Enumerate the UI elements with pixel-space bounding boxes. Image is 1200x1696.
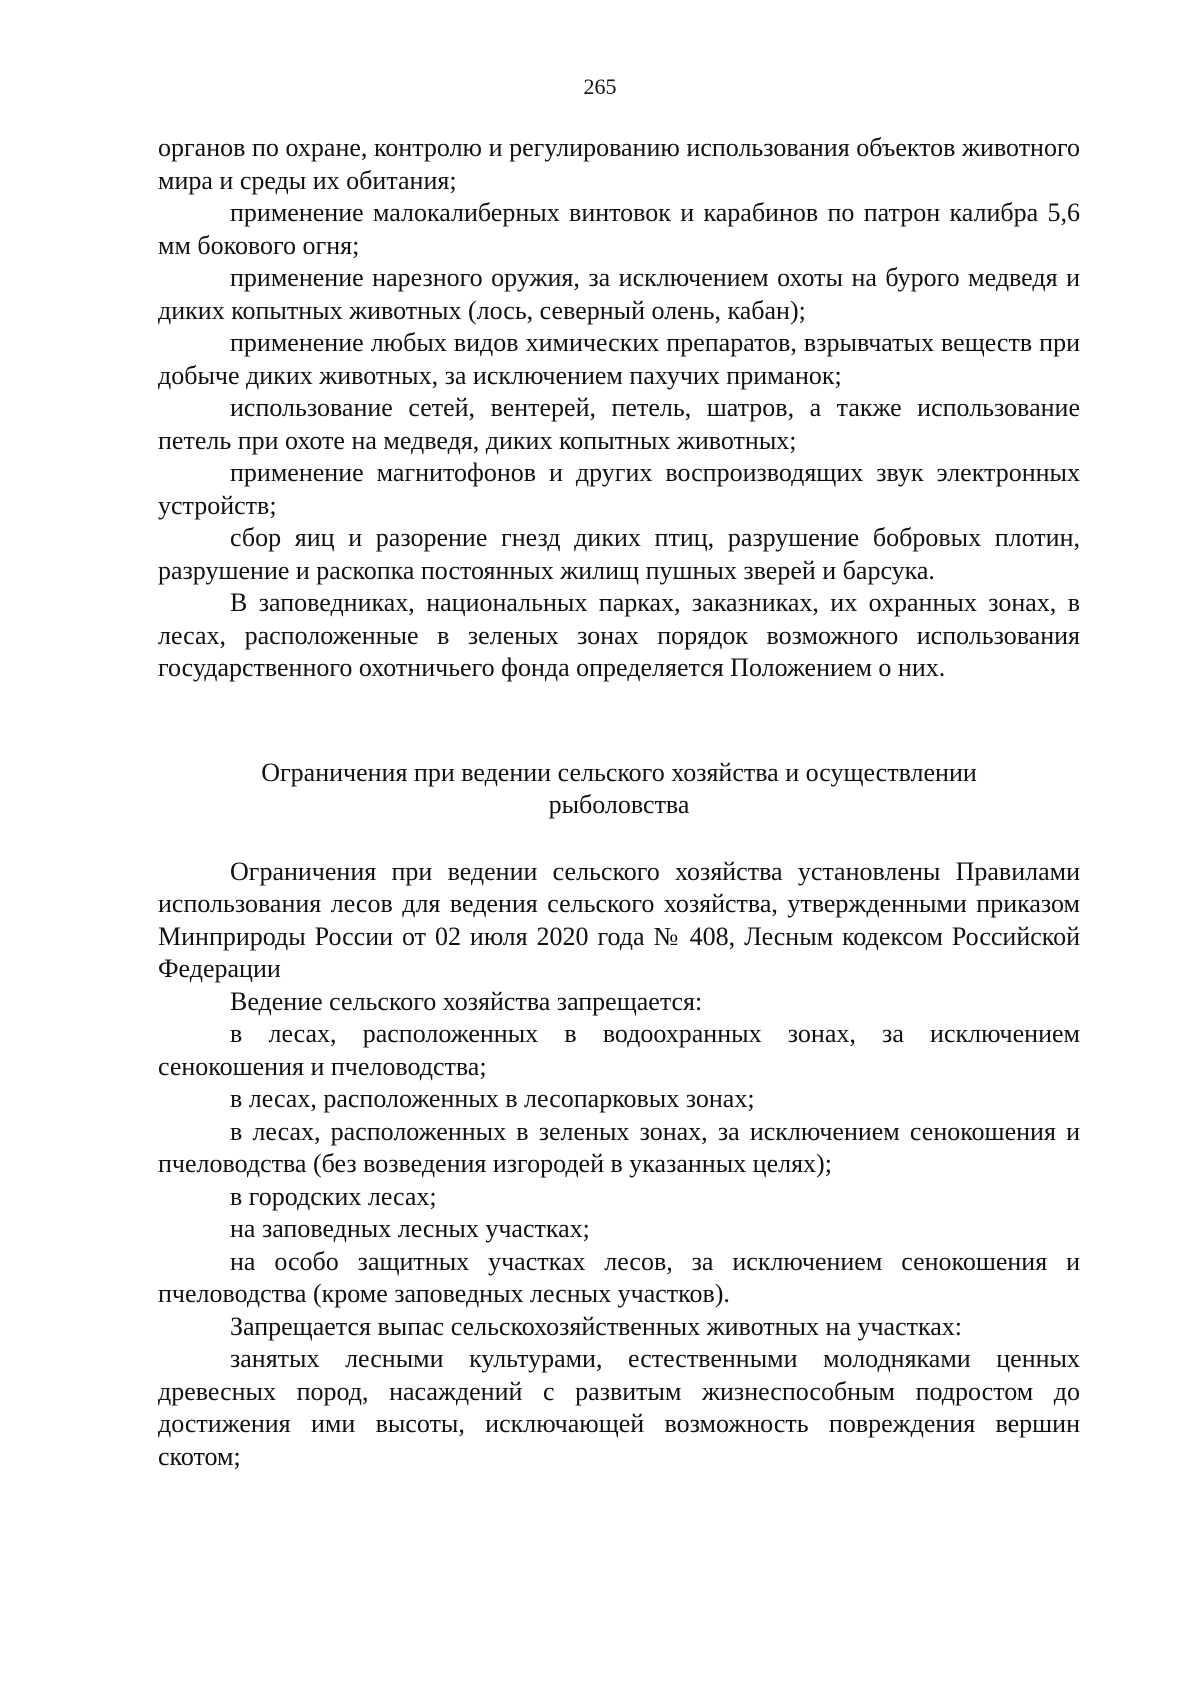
paragraph: органов по охране, контролю и регулированию использования объектов животного мира и среды их обитания;: [158, 133, 1080, 195]
section-heading-line: Ограничения при ведении сельского хозяйства и осуществлении: [261, 757, 977, 787]
paragraph: Запрещается выпас сельскохозяйственных животных на участках:: [230, 1311, 962, 1341]
paragraph: на особо защитных участках лесов, за исключением сенокошения и пчеловодства (кроме заповедных лесных участков).: [158, 1246, 1080, 1308]
paragraph: Ограничения при ведении сельского хозяйства установлены Правилами использования лесов для ведения сельского хозяйства, утвержденными приказом Минприроды России от 02 июля 2020 года № 408, Лесным кодексом Российской Федерации: [158, 856, 1080, 983]
paragraph: занятых лесными культурами, естественными молодняками ценных древесных пород, насаждений с развитым жизнеспособным подростом до достижения ими высоты, исключающей возможность повреждения вершин скотом;: [158, 1344, 1080, 1471]
paragraph: использование сетей, вентерей, петель, шатров, а также использование петель при охоте на медведя, диких копытных животных;: [158, 393, 1080, 455]
paragraph: применение нарезного оружия, за исключением охоты на бурого медведя и диких копытных животных (лось, северный олень, кабан);: [158, 263, 1080, 325]
paragraph: применение малокалиберных винтовок и карабинов по патрон калибра 5,6 мм бокового огня;: [158, 198, 1080, 260]
paragraph: В заповедниках, национальных парках, заказниках, их охранных зонах, в лесах, расположенные в зеленых зонах порядок возможного использования государственного охотничьего фонда определяется Положением о них.: [158, 588, 1080, 682]
paragraph: Ведение сельского хозяйства запрещается:: [230, 986, 703, 1016]
page-number: 265: [583, 74, 617, 99]
paragraph: в лесах, расположенных в водоохранных зонах, за исключением сенокошения и пчеловодства;: [158, 1019, 1080, 1081]
paragraph: применение любых видов химических препаратов, взрывчатых веществ при добыче диких животных, за исключением пахучих приманок;: [158, 328, 1080, 390]
paragraph: в городских лесах;: [230, 1181, 437, 1211]
document-body: [158, 132, 1080, 1473]
section-heading-line: рыболовства: [548, 790, 690, 819]
paragraph: в лесах, расположенных в лесопарковых зонах;: [230, 1084, 755, 1113]
paragraph: на заповедных лесных участках;: [230, 1214, 590, 1243]
section-heading: [158, 757, 1080, 822]
paragraph: применение магнитофонов и других воспроизводящих звук электронных устройств;: [158, 458, 1080, 520]
paragraph: сбор яиц и разорение гнезд диких птиц, разрушение бобровых плотин, разрушение и раскопка постоянных жилищ пушных зверей и барсука.: [158, 523, 1080, 585]
paragraph: в лесах, расположенных в зеленых зонах, за исключением сенокошения и пчеловодства (без возведения изгородей в указанных целях);: [158, 1116, 1080, 1178]
